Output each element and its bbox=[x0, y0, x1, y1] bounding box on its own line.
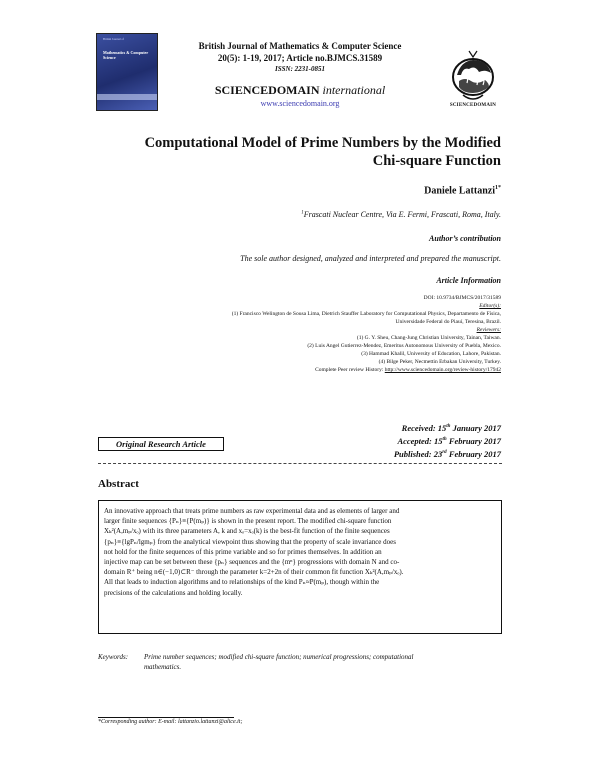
editor-1-continued: Universidade Federal do Piauí, Teresina, Brazil. bbox=[395, 319, 501, 325]
abstract-line: An innovative approach that treats prime numbers as raw experimental data and as elements of larger and bbox=[104, 507, 400, 515]
abstract-line: {pₙ}≡{lgPₙ/lgmₚ} from the analytical viewpoint thus showing that the property of scale invariance does bbox=[104, 537, 396, 546]
abstract-line: injective map can be set between these {pₙ} sequences and the {mⁿ} progressions with domain N and co- bbox=[104, 558, 400, 567]
review-history-link[interactable]: http://www.sciencedomain.org/review-history/17942 bbox=[384, 367, 501, 373]
logo-caption: SCIENCEDOMAIN bbox=[449, 103, 497, 108]
publisher-name bbox=[160, 83, 440, 98]
reviewer-2: (2) Luis Angel Gutierrez-Mendez, Emeritus Autonomous University of Puebla, Mexico. bbox=[307, 343, 501, 349]
contribution-heading: Author’s contribution bbox=[429, 234, 501, 243]
abstract-line: precisions of the calculations and holding locally. bbox=[104, 588, 243, 597]
reviewers-label: Reviewers: bbox=[476, 327, 501, 333]
journal-block bbox=[160, 40, 440, 64]
journal-volume: 20(5): 1-19, 2017; Article no.BJMCS.31589 bbox=[217, 53, 383, 63]
published-date: Published: 23rd February 2017 bbox=[393, 448, 501, 459]
article-type-badge: Original Research Article bbox=[98, 437, 224, 451]
abstract-text bbox=[104, 506, 496, 598]
keywords-line-1: Prime number sequences; modified chi-square function; numerical progressions; computational bbox=[144, 653, 414, 661]
publisher-name-bold: SCIENCEDOMAIN bbox=[214, 83, 320, 97]
abstract-line: larger finite sequences {Pₙ}≡{P(mₚ)} is shown in the present report. The modified chi-square function bbox=[104, 517, 392, 526]
review-history bbox=[100, 366, 501, 374]
publisher-brain-logo-icon bbox=[445, 47, 501, 109]
cover-title-big: Mathematics & Computer Science bbox=[103, 50, 149, 60]
dates-block bbox=[300, 421, 501, 459]
article-info-heading: Article Information bbox=[436, 276, 501, 285]
reviewer-3: (3) Hammad Khalil, University of Education, Lahore, Pakistan. bbox=[361, 351, 501, 357]
publisher-name-suffix: international bbox=[322, 83, 386, 97]
author-name-text: Daniele Lattanzi bbox=[424, 185, 495, 197]
paper-title-line-1: Computational Model of Prime Numbers by the Modified bbox=[144, 135, 501, 151]
reviewer-4: (4) Bilge Peker, Necmettin Erbakan University, Turkey. bbox=[378, 359, 501, 365]
section-divider bbox=[98, 463, 502, 464]
accepted-date: Accepted: 15th February 2017 bbox=[397, 435, 501, 446]
abstract-line: All that leads to induction algorithms and to relationships of the kind Pₙ≈P(mₚ), though within the bbox=[104, 578, 380, 587]
received-date: Received: 15th January 2017 bbox=[401, 422, 501, 433]
author-name bbox=[300, 185, 501, 196]
abstract-line: not hold for the finite sequences of this prime variable and so for primes themselves. In addition an bbox=[104, 547, 382, 556]
keywords-label: Keywords: bbox=[98, 653, 129, 661]
publisher-url[interactable]: www.sciencedomain.org bbox=[260, 99, 340, 108]
affiliation-superscript: 1 bbox=[301, 210, 304, 216]
review-history-label: Complete Peer review History: bbox=[315, 367, 385, 373]
author-superscript: 1* bbox=[495, 185, 501, 191]
footnote-rule bbox=[98, 717, 234, 718]
paper-title-line-2: Chi-square Function bbox=[372, 153, 501, 169]
issn: ISSN: 2231-0851 bbox=[275, 65, 325, 73]
affiliation bbox=[180, 210, 501, 219]
affiliation-text: Frascati Nuclear Centre, Via E. Fermi, Frascati, Roma, Italy. bbox=[303, 210, 501, 219]
cover-title-small: British Journal of bbox=[103, 37, 124, 41]
corresponding-author-footnote: *Corresponding author: E-mail: lattanzio.lattanzi@alice.it; bbox=[98, 719, 243, 725]
editor-1: (1) Francisco Welington de Sousa Lima, Dietrich Stauffer Laboratory for Computational Physics, Departamento de Física, bbox=[231, 311, 501, 317]
keywords-line-2: mathematics. bbox=[144, 663, 182, 671]
reviewer-1: (1) G. Y. Sheu, Chang-Jung Christian University, Tainan, Taiwan. bbox=[356, 335, 501, 341]
contribution-text: The sole author designed, analyzed and interpreted and prepared the manuscript. bbox=[240, 254, 501, 263]
abstract-line: Xₖ²(A,mₚ/xₒ) with its three parameters A, k and xₒ=xₒ(k) is the best-fit function of the finite sequences bbox=[104, 527, 390, 536]
journal-cover-thumbnail bbox=[96, 33, 158, 111]
abstract-line: domain R⁺ being n∈(−1,0)⊂R⁻ through the parameter k=2+2n of their common fit function Xₖ²(A,mₚ/xₒ). bbox=[104, 568, 404, 577]
paper-title bbox=[120, 134, 501, 170]
abstract-heading: Abstract bbox=[98, 478, 139, 490]
keywords-value bbox=[144, 652, 502, 672]
journal-name: British Journal of Mathematics & Computer Science bbox=[198, 41, 402, 51]
article-info-block bbox=[100, 294, 501, 374]
doi: DOI: 10.9734/BJMCS/2017/31589 bbox=[423, 295, 501, 301]
editors-label: Editor(s): bbox=[479, 303, 501, 309]
